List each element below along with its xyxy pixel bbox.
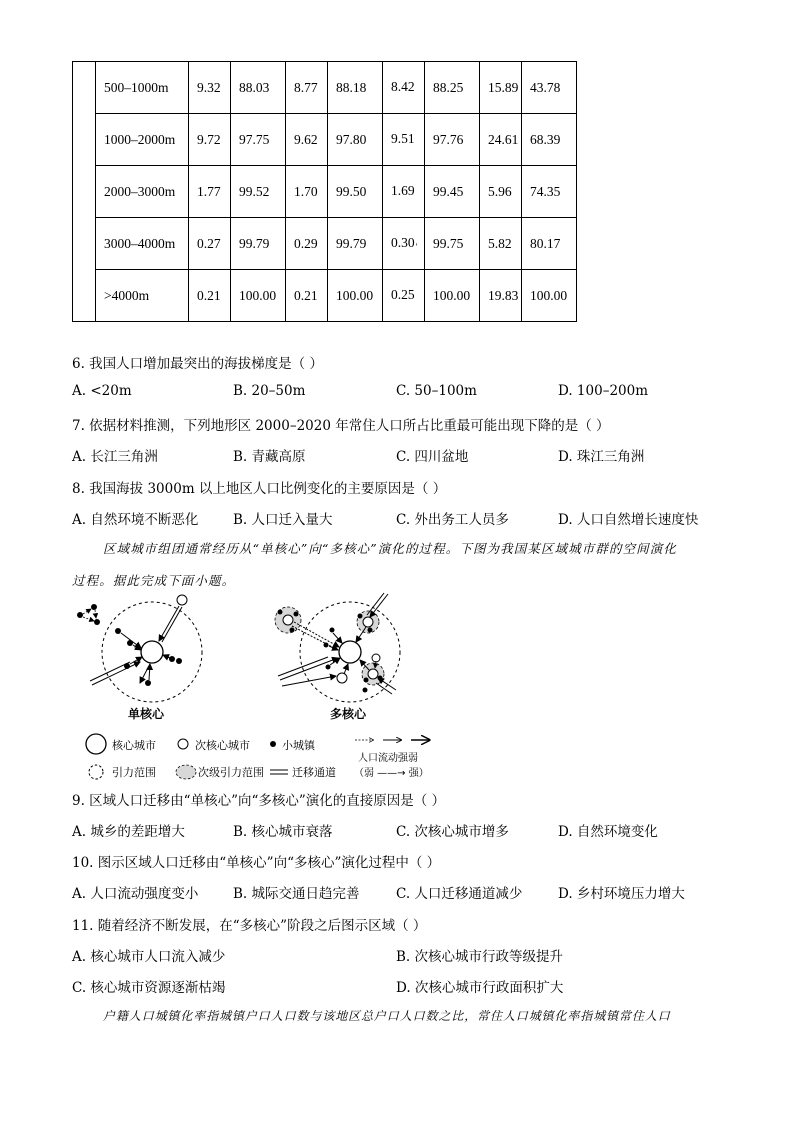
table-cell: 9.32 <box>189 62 231 114</box>
q6-option-c: C. 50–100m <box>396 383 477 399</box>
small-town-dot <box>294 612 299 617</box>
question-8: 8. 我国海拔 3000m 以上地区人口比例变化的主要原因是（ ） <box>72 481 447 497</box>
legend-attraction-range: 引力范围 <box>112 766 156 779</box>
question-9: 9. 区域人口迁移由“单核心”向“多核心”演化的直接原因是（ ） <box>72 793 446 809</box>
table-cell: 43.78 <box>522 62 577 114</box>
passage-intro-line2: 过程。据此完成下面小题。 <box>72 573 236 588</box>
small-town-dot <box>91 604 97 610</box>
q9-option-c: C. 次核心城市增多 <box>396 824 509 840</box>
table-cell: 15.89 <box>480 62 522 114</box>
q9-option-a: A. 城乡的差距增大 <box>72 824 185 840</box>
table-cell-value: 8.42 <box>391 78 415 94</box>
small-town-dot <box>368 628 373 633</box>
table-cell: 97.80 <box>328 114 383 166</box>
table-cell: 19.83 <box>480 270 522 322</box>
table-cell: 99.79 <box>328 218 383 270</box>
q11-option-d: D. 次核心城市行政面积扩大 <box>396 980 564 996</box>
table-cell: 0.21 <box>286 270 328 322</box>
small-town-dot <box>145 680 151 686</box>
table-cell <box>383 218 425 270</box>
table-cell-value: 1.69 <box>391 182 415 198</box>
question-11: 11. 随着经济不断发展，在“多核心”阶段之后图示区域（ ） <box>72 918 427 934</box>
table-leading-column <box>73 62 96 322</box>
small-town-dot <box>115 628 121 634</box>
core-city-circle <box>339 641 361 663</box>
small-town-dot <box>176 658 182 664</box>
q8-option-a: A. 自然环境不断恶化 <box>72 512 199 528</box>
table-row <box>73 62 577 114</box>
q11-option-b: B. 次核心城市行政等级提升 <box>396 949 564 965</box>
small-town-dot <box>77 612 83 618</box>
single-core-diagram <box>77 595 202 702</box>
table-cell: 99.75 <box>425 218 480 270</box>
table-cell: 88.03 <box>231 62 286 114</box>
legend-core-city: 核心城市 <box>112 739 156 752</box>
small-town-dot <box>364 678 369 683</box>
sub-core-city-circle <box>283 615 293 625</box>
legend-sub-core-symbol <box>178 739 188 749</box>
q8-option-b: B. 人口迁入量大 <box>233 512 333 528</box>
multi-core-diagram <box>275 593 400 702</box>
small-town-dot <box>169 656 175 662</box>
table-cell: 99.52 <box>231 166 286 218</box>
table-row <box>73 270 577 322</box>
table-row <box>73 114 577 166</box>
question-7: 7. 依据材料推测，下列地形区 2000–2020 年常住人口所占比重最可能出现下降的是（ ） <box>72 418 610 434</box>
q10-option-a: A. 人口流动强度变小 <box>72 886 199 902</box>
table-cell: 9.62 <box>286 114 328 166</box>
table-cell: 5.96 <box>480 166 522 218</box>
table-cell <box>383 270 425 322</box>
table-row <box>73 218 577 270</box>
table-cell: 80.17 <box>522 218 577 270</box>
table-cell: 68.39 <box>522 114 577 166</box>
table-cell: 99.50 <box>328 166 383 218</box>
table-cell-value: 9.51 <box>391 130 415 146</box>
small-town-dot <box>358 614 363 619</box>
legend-flow-scale: （弱 ——→ 强） <box>354 768 429 779</box>
small-town-dot <box>94 619 100 625</box>
small-town-dot <box>330 628 335 633</box>
legend-attraction-range-symbol <box>89 765 103 779</box>
table-cell: 5.82 <box>480 218 522 270</box>
sub-core-city-circle <box>337 673 347 683</box>
q6-option-d: D. 100–200m <box>558 383 649 399</box>
small-town-dot <box>326 665 331 670</box>
table-cell: 8.77 <box>286 62 328 114</box>
sub-core-city-circle <box>372 654 380 662</box>
altitude-population-table <box>72 61 577 322</box>
table-cell: 100.00 <box>328 270 383 322</box>
small-town-dot <box>290 628 295 633</box>
legend-small-town-symbol <box>270 741 276 747</box>
table-cell: 100.00 <box>425 270 480 322</box>
table-cell-value: 0.25 <box>391 286 415 302</box>
altitude-range-cell: 500–1000m <box>96 62 189 114</box>
figure-legend <box>86 734 429 779</box>
legend-sub-core-city: 次核心城市 <box>195 739 250 752</box>
sub-core-city-circle <box>368 669 378 679</box>
legend-small-town: 小城镇 <box>282 739 315 752</box>
q11-option-a: A. 核心城市人口流入减少 <box>72 949 226 965</box>
altitude-range-cell: 2000–3000m <box>96 166 189 218</box>
table-cell: 97.75 <box>231 114 286 166</box>
q6-option-b: B. 20–50m <box>233 383 306 399</box>
table-cell-value: 0.30 <box>391 234 415 250</box>
table-cell <box>383 114 425 166</box>
q8-option-d: D. 人口自然增长速度快 <box>558 512 699 528</box>
table-cell <box>383 62 425 114</box>
altitude-range-cell: 1000–2000m <box>96 114 189 166</box>
label-single-core: 单核心 <box>128 707 165 721</box>
table-cell: 0.27 <box>189 218 231 270</box>
legend-flow-strength: 人口流动强弱 <box>358 753 418 764</box>
passage-intro-2-line1: 户籍人口城镇化率指城镇户口人口数与该地区总户口人口数之比，常住人口城镇化率指城镇常住人口 <box>103 1009 671 1023</box>
legend-migration-channel: 迁移通道 <box>292 766 336 779</box>
table-cell: 0.21 <box>189 270 231 322</box>
passage-intro-line1: 区域城市组团通常经历从“单核心”向“多核心”演化的过程。下图为我国某区域城市群的空间演化 <box>103 541 677 556</box>
table-cell: 88.25 <box>425 62 480 114</box>
q9-option-d: D. 自然环境变化 <box>558 824 658 840</box>
q10-option-b: B. 城际交通日趋完善 <box>233 886 360 902</box>
altitude-range-cell: 3000–4000m <box>96 218 189 270</box>
core-city-circle <box>141 641 163 663</box>
legend-sub-attraction-range: 次级引力范围 <box>198 766 264 779</box>
q10-option-c: C. 人口迁移通道减少 <box>396 886 523 902</box>
q7-option-a: A. 长江三角洲 <box>72 449 158 465</box>
q6-option-a: A. <20m <box>72 383 132 399</box>
q11-option-c: C. 核心城市资源逐渐枯竭 <box>72 980 226 996</box>
q7-option-b: B. 青藏高原 <box>233 449 306 465</box>
table-cell: 100.00 <box>522 270 577 322</box>
q7-option-d: D. 珠江三角洲 <box>558 449 645 465</box>
table-cell: 1.70 <box>286 166 328 218</box>
legend-core-city-symbol <box>86 734 106 754</box>
table-cell: 74.35 <box>522 166 577 218</box>
question-6: 6. 我国人口增加最突出的海拔梯度是（ ） <box>72 356 323 372</box>
table-cell: 99.79 <box>231 218 286 270</box>
sub-core-city-circle <box>177 595 187 605</box>
legend-sub-attraction-symbol <box>176 765 196 779</box>
altitude-range-cell: >4000m <box>96 270 189 322</box>
table-cell: 97.76 <box>425 114 480 166</box>
city-cluster-evolution-figure <box>70 590 450 788</box>
q9-option-b: B. 核心城市衰落 <box>233 824 333 840</box>
q10-option-d: D. 乡村环境压力增大 <box>558 886 685 902</box>
table-cell: 9.72 <box>189 114 231 166</box>
small-town-dot <box>363 688 368 693</box>
table-cell: 1.77 <box>189 166 231 218</box>
sub-core-city-circle <box>363 617 373 627</box>
table-cell: 24.61 <box>480 114 522 166</box>
table-cell: 100.00 <box>231 270 286 322</box>
q7-option-c: C. 四川盆地 <box>396 449 469 465</box>
question-10: 10. 图示区域人口迁移由“单核心”向“多核心”演化过程中（ ） <box>72 855 441 871</box>
table-cell <box>383 166 425 218</box>
table-cell: 0.29 <box>286 218 328 270</box>
table-cell-mark: ' <box>415 242 418 253</box>
table-row <box>73 166 577 218</box>
q8-option-c: C. 外出务工人员多 <box>396 512 509 528</box>
table-cell: 99.45 <box>425 166 480 218</box>
small-town-dot <box>278 610 283 615</box>
label-multi-core: 多核心 <box>330 707 367 721</box>
table-cell: 88.18 <box>328 62 383 114</box>
